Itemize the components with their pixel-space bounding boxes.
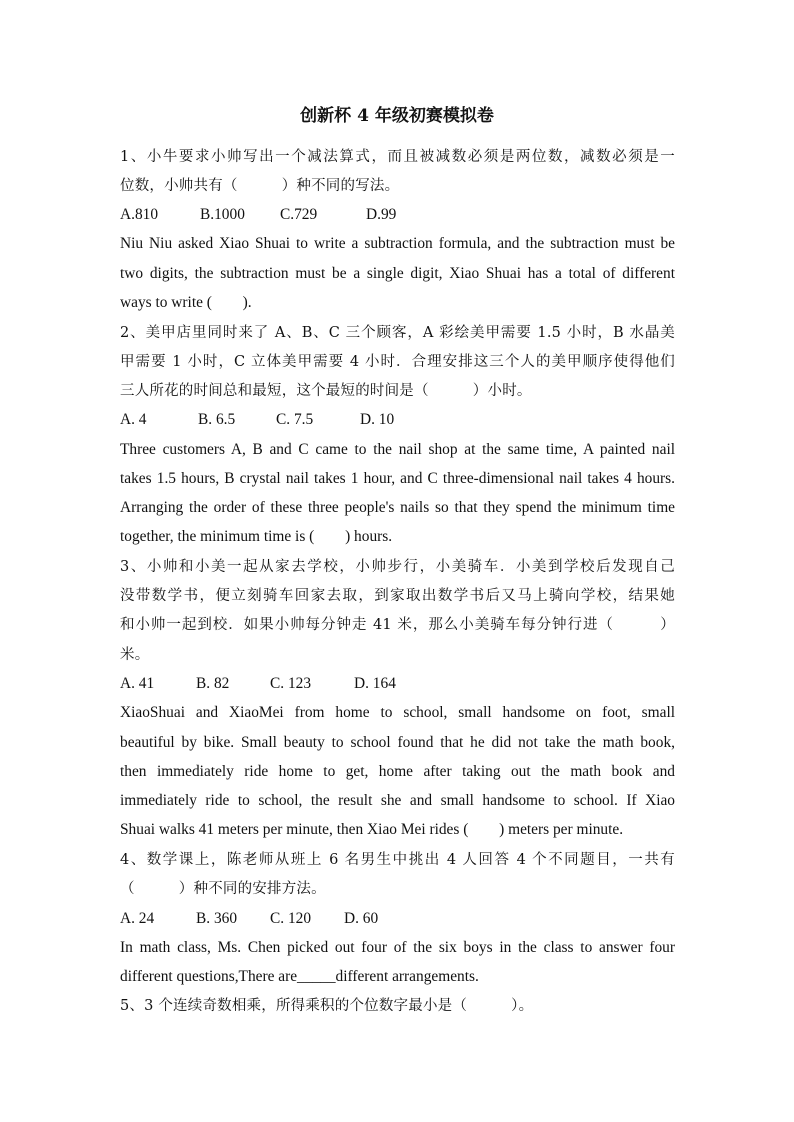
q3-zh-line-1: 3、小帅和小美一起从家去学校，小帅步行，小美骑车．小美到学校后发现自己 — [120, 559, 675, 575]
q3-en-line-2: beautiful by bike. Small beauty to school found that he did not take the math book, — [120, 734, 675, 751]
q2-option-c: C. 7.5 — [276, 411, 314, 428]
page-title: 创新杯 4 年级初赛模拟卷 — [300, 106, 494, 126]
q3-en-line-1: XiaoShuai and XiaoMei from home to school, small handsome on foot, small — [120, 704, 675, 721]
q2-en-line-3: Arranging the order of these three people's nails so that they spend the minimum time — [120, 499, 675, 516]
q2-zh-line-3: 三人所花的时间总和最短，这个最短的时间是（ ）小时。 — [120, 383, 532, 399]
q1-zh-line-1: 1、小牛要求小帅写出一个减法算式，而且被减数必须是两位数，减数必须是一 — [120, 149, 675, 165]
q1-en-line-3: ways to write ( ). — [120, 294, 252, 311]
q2-zh-line-2: 甲需要 1 小时，C 立体美甲需要 4 小时．合理安排这三个人的美甲顺序使得他们 — [120, 354, 675, 370]
q3-zh-line-3: 和小帅一起到校．如果小帅每分钟走 41 米，那么小美骑车每分钟行进（ ） — [120, 617, 675, 633]
q3-zh-line-2: 没带数学书，便立刻骑车回家去取，到家取出数学书后又马上骑向学校，结果她 — [120, 588, 675, 604]
q2-option-d: D. 10 — [360, 411, 395, 428]
q2-option-b: B. 6.5 — [198, 411, 236, 428]
q2-options — [120, 410, 394, 430]
q1-en-line-1: Niu Niu asked Xiao Shuai to write a subtraction formula, and the subtraction must be — [120, 235, 675, 252]
q3-option-d: D. 164 — [354, 675, 396, 692]
q1-option-c: C.729 — [280, 206, 318, 223]
q2-option-a: A. 4 — [120, 411, 147, 428]
q3-option-c: C. 123 — [270, 675, 312, 692]
q3-en-line-4: immediately ride to school, the result she and small handsome to school. If Xiao — [120, 792, 675, 809]
q1-option-d: D.99 — [366, 206, 397, 223]
q1-option-b: B.1000 — [200, 206, 245, 223]
q3-zh-line-4: 米。 — [120, 647, 150, 663]
q1-option-a: A.810 — [120, 206, 159, 223]
q4-option-c: C. 120 — [270, 910, 312, 927]
q4-option-b: B. 360 — [196, 910, 238, 927]
q3-en-line-5: Shuai walks 41 meters per minute, then Xiao Mei rides ( ) meters per minute. — [120, 821, 624, 838]
q4-option-a: A. 24 — [120, 910, 155, 927]
q1-zh-line-2: 位数，小帅共有（ ）种不同的写法。 — [120, 178, 400, 194]
q3-option-b: B. 82 — [196, 675, 230, 692]
q4-options — [120, 909, 378, 929]
q2-zh-line-1: 2、美甲店里同时来了 A、B、C 三个顾客，A 彩绘美甲需要 1.5 小时，B 水晶美 — [120, 325, 675, 341]
q2-en-line-4: together, the minimum time is ( ) hours. — [120, 528, 393, 545]
q3-en-line-3: then immediately ride home to get, home after taking out the math book and — [120, 763, 675, 780]
q5-zh-line-1: 5、3 个连续奇数相乘，所得乘积的个位数字最小是（ ）。 — [120, 998, 534, 1014]
q1-en-line-2: two digits, the subtraction must be a single digit, Xiao Shuai has a total of different — [120, 265, 675, 282]
q2-en-line-2: takes 1.5 hours, B crystal nail takes 1 hour, and C three-dimensional nail takes 4 hours. — [120, 470, 675, 487]
q4-option-d: D. 60 — [344, 910, 379, 927]
q4-en-line-2: different questions,There are_____different arrangements. — [120, 968, 479, 985]
q3-option-a: A. 41 — [120, 675, 155, 692]
q2-en-line-1: Three customers A, B and C came to the nail shop at the same time, A painted nail — [120, 441, 675, 458]
q4-zh-line-1: 4、数学课上，陈老师从班上 6 名男生中挑出 4 人回答 4 个不同题目，一共有 — [120, 852, 675, 868]
q1-options — [120, 205, 396, 225]
q3-options — [120, 674, 396, 694]
q4-zh-line-2: （ ）种不同的安排方法。 — [120, 881, 326, 897]
q4-en-line-1: In math class, Ms. Chen picked out four of the six boys in the class to answer four — [120, 939, 675, 956]
